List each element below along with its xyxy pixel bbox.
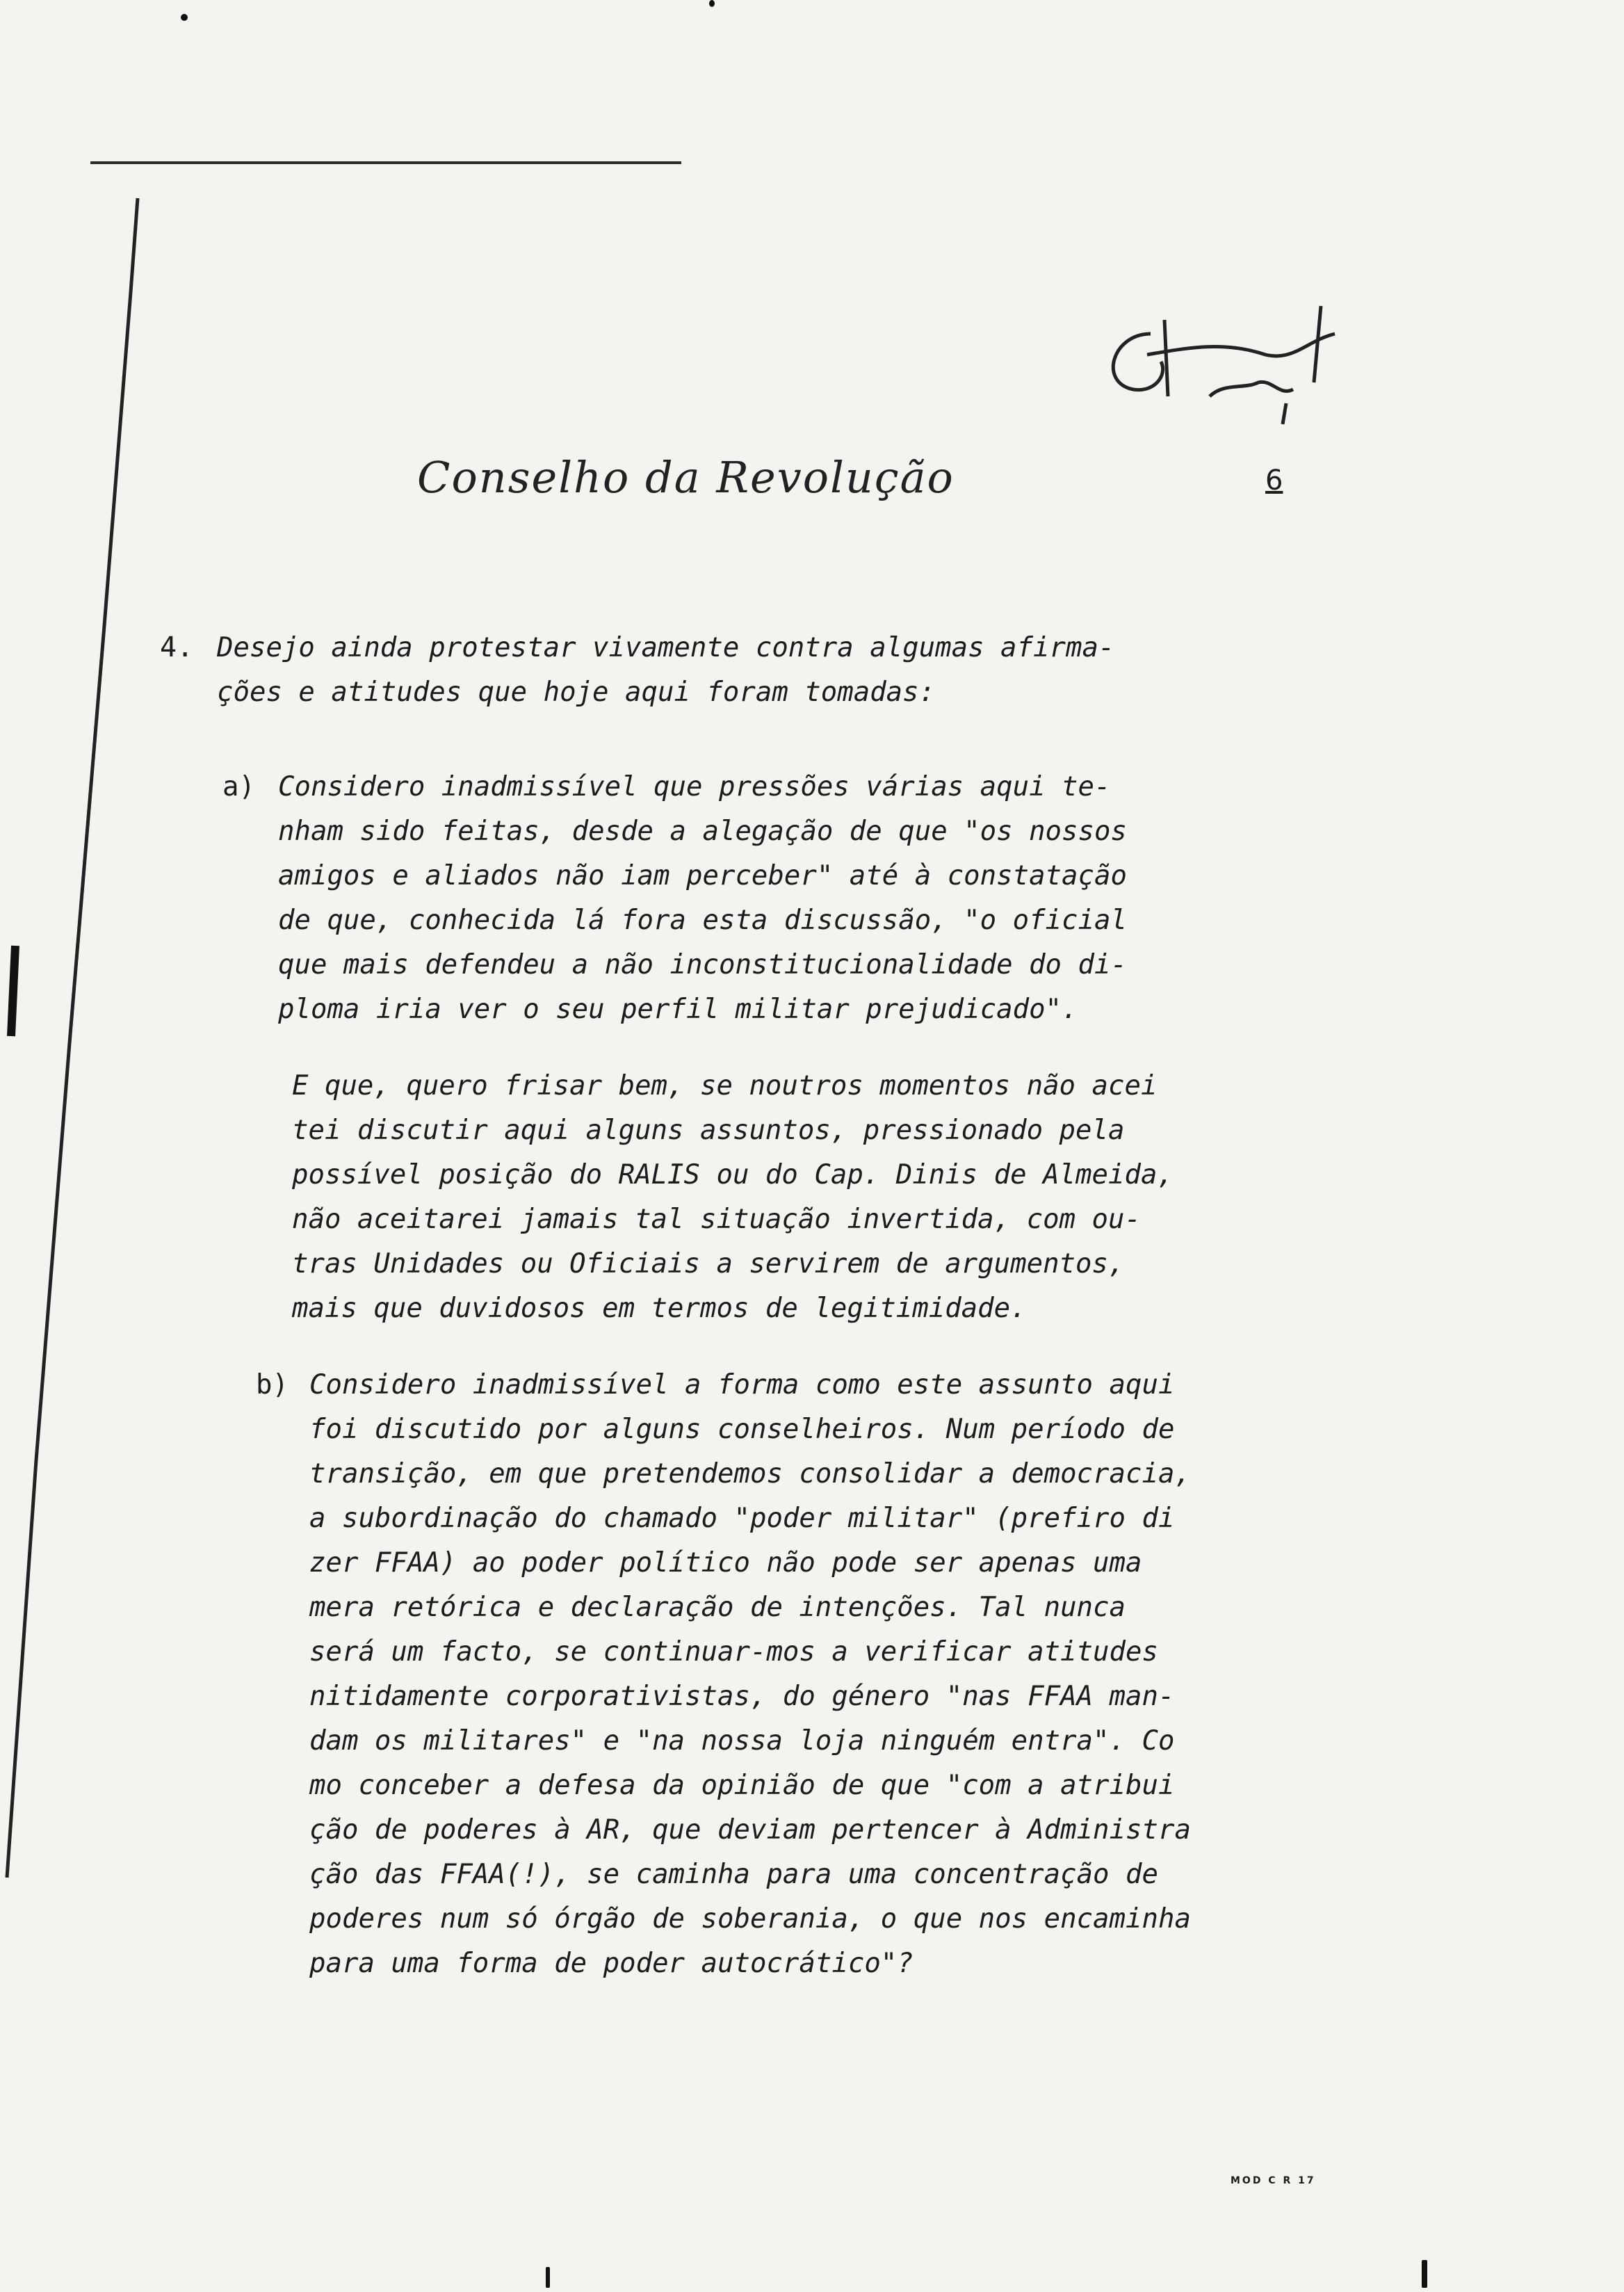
scan-speck: [1422, 2260, 1427, 2288]
text-line: dam os militares" e "na nossa loja ninguém entra". Co: [309, 1725, 1175, 1757]
scan-speck: [709, 0, 715, 7]
text-line: mais que duvidosos em termos de legitimidade.: [292, 1293, 1027, 1324]
text-line: ção de poderes à AR, que deviam pertencer à Administra: [309, 1814, 1191, 1846]
text-line: ploma iria ver o seu perfil militar prejudicado".: [278, 994, 1078, 1025]
text-line: nitidamente corporativistas, do género "nas FFAA man-: [309, 1681, 1175, 1712]
text-line: que mais defendeu a não inconstitucionalidade do di-: [278, 949, 1127, 980]
text-line: de que, conhecida lá fora esta discussão, "o oficial: [278, 905, 1127, 936]
text-line: tei discutir aqui alguns assuntos, pressionado pela: [292, 1115, 1125, 1146]
page-number: 6: [1265, 465, 1283, 497]
text-line: para uma forma de poder autocrático"?: [309, 1948, 914, 1979]
text-line: Considero inadmissível a forma como este assunto aqui: [309, 1369, 1175, 1401]
text-line: a subordinação do chamado "poder militar" (prefiro di: [309, 1503, 1175, 1534]
item-marker: 4.: [160, 631, 194, 663]
form-code: MOD C R 17: [1231, 2175, 1316, 2186]
text-line: foi discutido por alguns conselheiros. Num período de: [309, 1414, 1175, 1445]
signature: [1085, 292, 1363, 431]
text-line: ção das FFAA(!), se caminha para uma concentração de: [309, 1859, 1158, 1890]
text-line: Considero inadmissível que pressões várias aqui te-: [278, 771, 1111, 802]
text-line: E que, quero frisar bem, se noutros momentos não acei: [292, 1070, 1158, 1101]
text-line: será um facto, se continuar-mos a verificar atitudes: [309, 1636, 1158, 1668]
margin-line: [0, 0, 181, 2292]
text-line: não aceitarei jamais tal situação invertida, com ou-: [292, 1204, 1141, 1235]
text-line: possível posição do RALIS ou do Cap. Dinis de Almeida,: [292, 1159, 1174, 1191]
text-line: mo conceber a defesa da opinião de que "com a atribui: [309, 1770, 1175, 1801]
text-line: ções e atitudes que hoje aqui foram tomadas:: [217, 677, 936, 708]
sub-b-text: [309, 1363, 1191, 1986]
text-line: nham sido feitas, desde a alegação de que "os nossos: [278, 816, 1127, 847]
scan-speck: [546, 2267, 550, 2288]
text-line: mera retórica e declaração de intenções. Tal nunca: [309, 1592, 1126, 1623]
text-line: transição, em que pretendemos consolidar a democracia,: [309, 1458, 1191, 1490]
text-line: tras Unidades ou Oficiais a servirem de argumentos,: [292, 1248, 1125, 1280]
text-line: zer FFAA) ao poder político não pode ser apenas uma: [309, 1547, 1142, 1579]
sub-a-marker: a): [222, 771, 255, 802]
sub-a-paragraph-2: [292, 1064, 1174, 1331]
letterhead: Conselho da Revolução: [417, 452, 955, 503]
sub-a-text: [278, 765, 1127, 1032]
sub-b-marker: b): [256, 1369, 289, 1401]
text-line: poderes num só órgão de soberania, o que nos encaminha: [309, 1903, 1191, 1935]
text-line: Desejo ainda protestar vivamente contra algumas afirma-: [217, 632, 1115, 663]
text-line: amigos e aliados não iam perceber" até à constatação: [278, 860, 1127, 891]
intro-text: [217, 626, 1114, 715]
scan-speck: [181, 14, 188, 21]
